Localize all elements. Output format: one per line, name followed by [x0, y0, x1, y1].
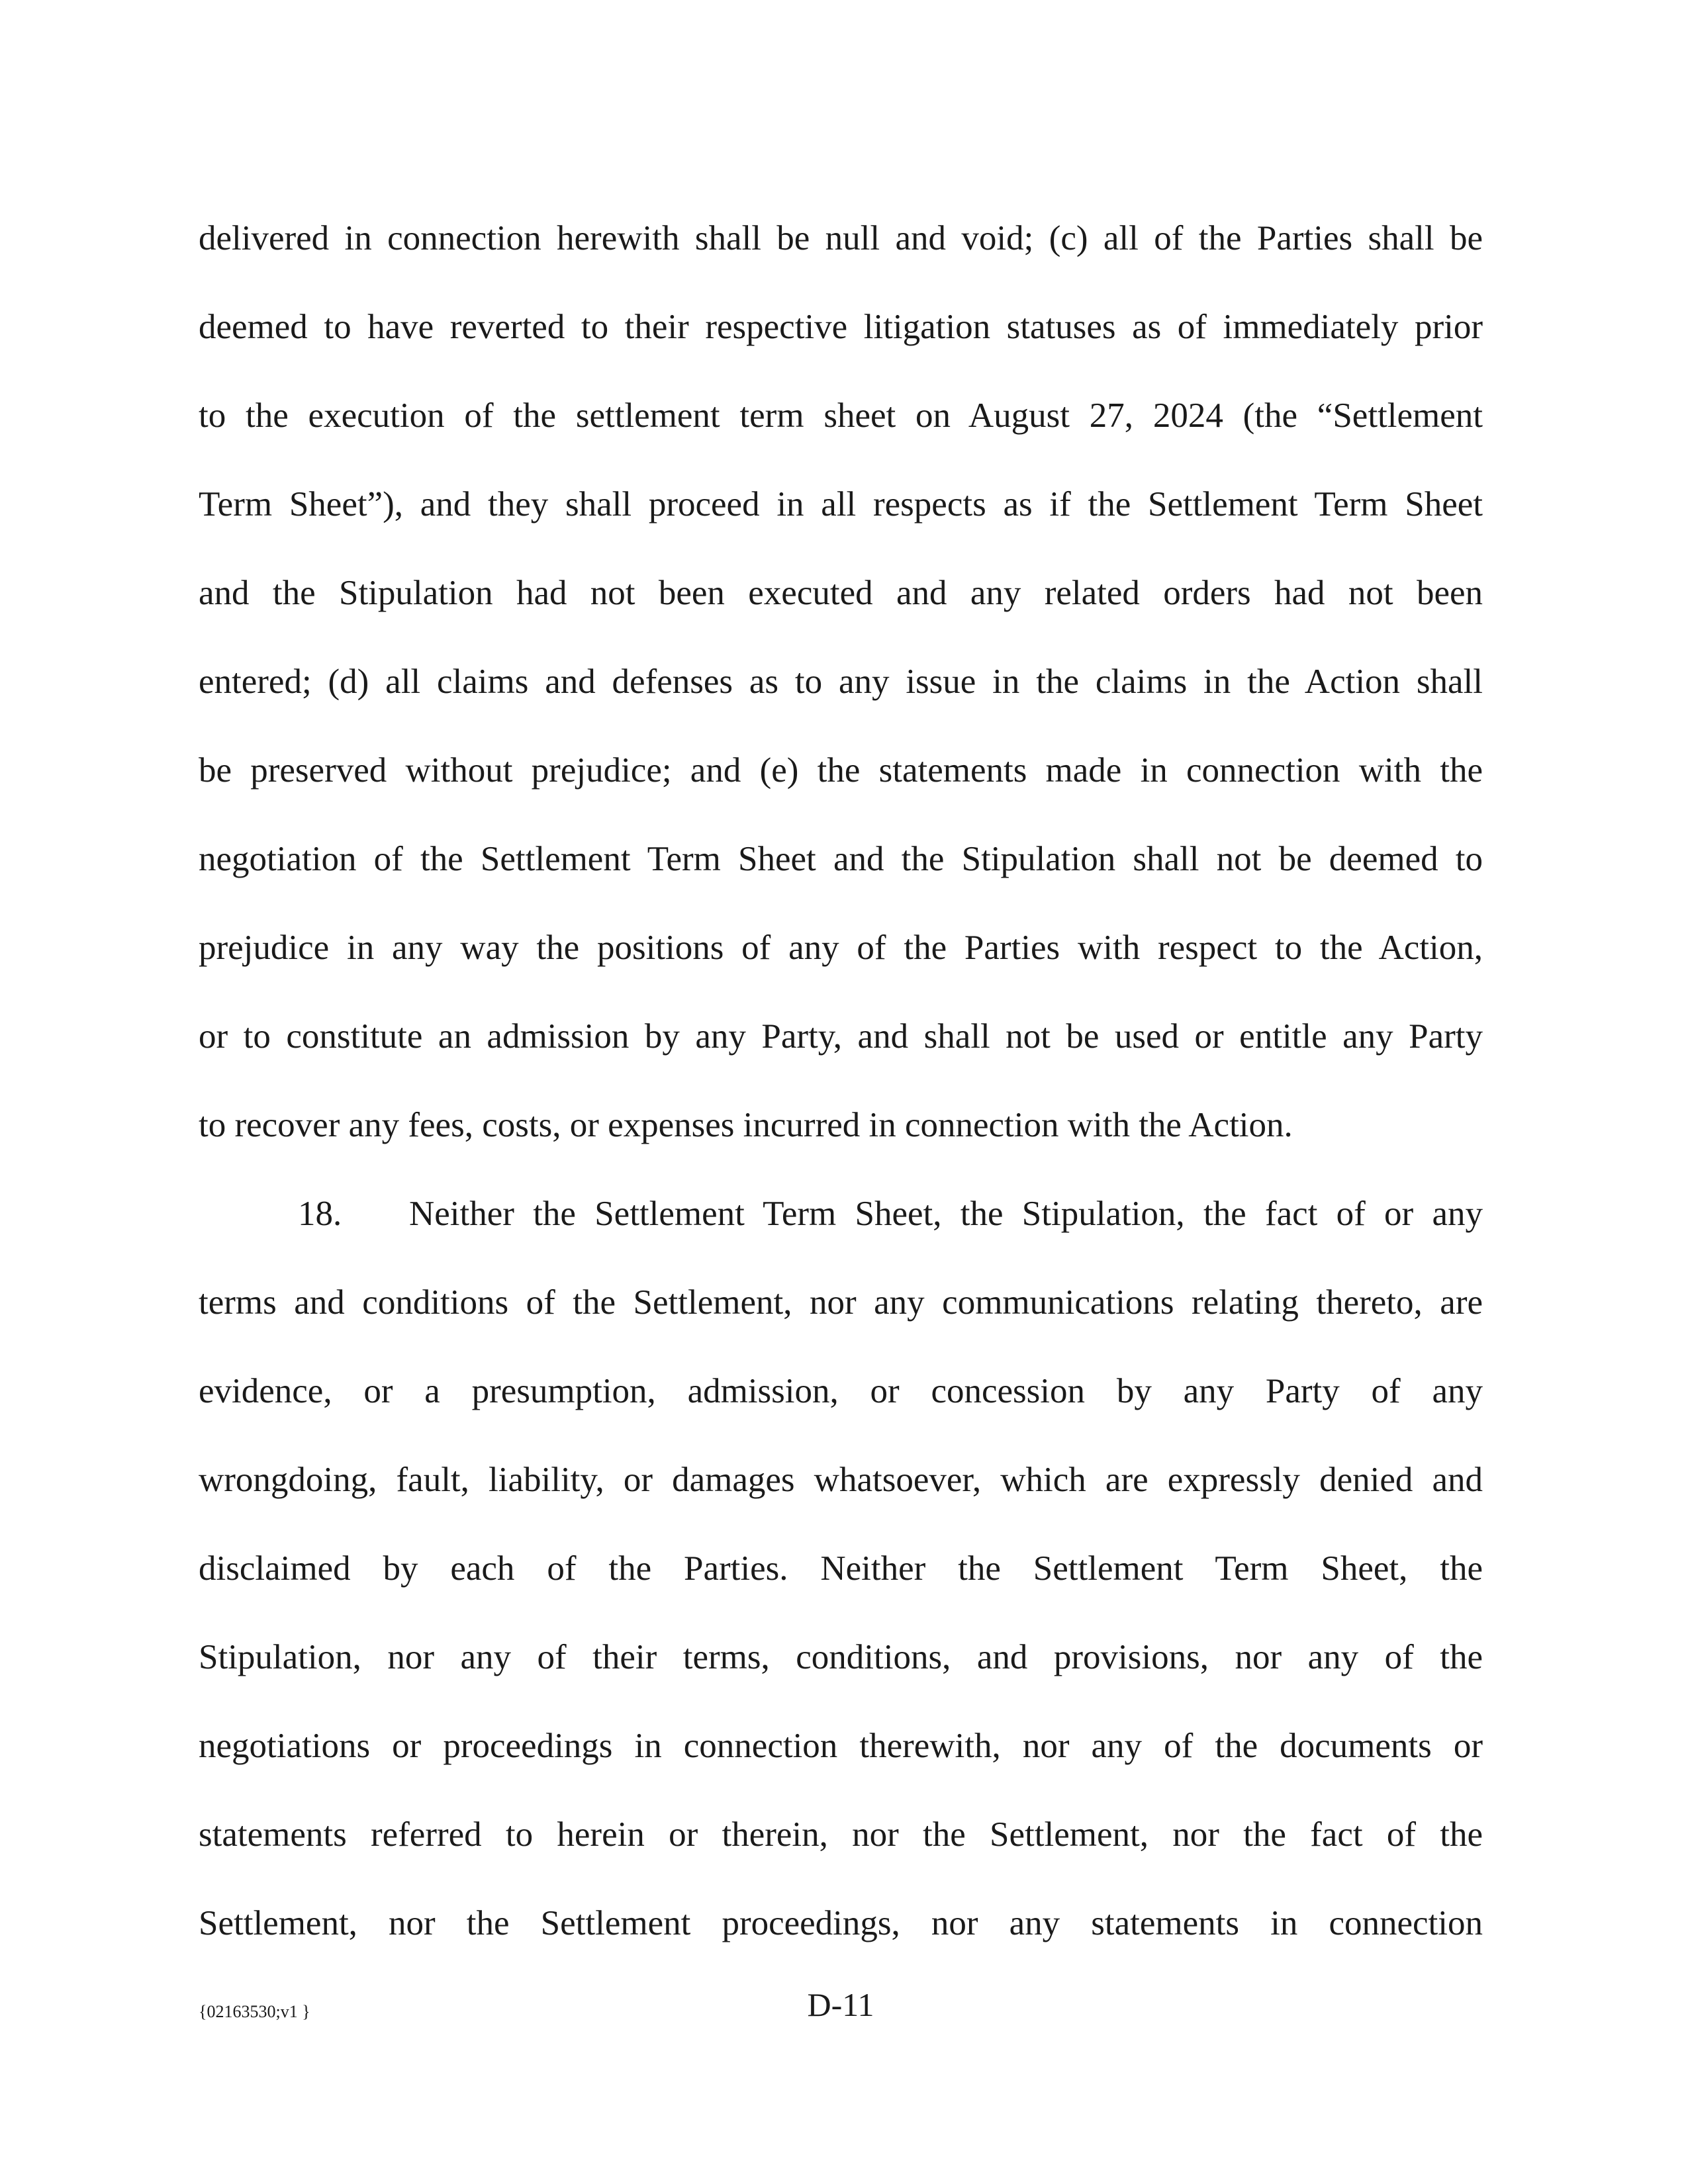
- text-line: or to constitute an admission by any Party, and shall not be used or entitle any Party: [199, 1017, 1483, 1056]
- body-text: [199, 194, 1483, 1968]
- text-line: to the execution of the settlement term sheet on August 27, 2024 (the “Settlement: [199, 396, 1483, 435]
- paragraph-18-first-line: [199, 1169, 1483, 1258]
- text-line: prejudice in any way the positions of any of the Parties with respect to the Action,: [199, 929, 1483, 967]
- text-line: and the Stipulation had not been executed and any related orders had not been: [199, 574, 1483, 612]
- paragraph-number: 18.: [298, 1195, 342, 1233]
- text-line: entered; (d) all claims and defenses as to any issue in the claims in the Action shall: [199, 662, 1483, 701]
- text-line: wrongdoing, fault, liability, or damages whatsoever, which are expressly denied and: [199, 1461, 1483, 1499]
- text-line: deemed to have reverted to their respective litigation statuses as of immediately prior: [199, 308, 1483, 346]
- text-line: be preserved without prejudice; and (e) the statements made in connection with the: [199, 751, 1483, 790]
- text-line: negotiations or proceedings in connection therewith, nor any of the documents or: [199, 1727, 1483, 1765]
- text-line: Term Sheet”), and they shall proceed in all respects as if the Settlement Term Sheet: [199, 485, 1483, 523]
- text-line: disclaimed by each of the Parties. Neither the Settlement Term Sheet, the: [199, 1549, 1483, 1588]
- text-line: Settlement, nor the Settlement proceedings, nor any statements in connection: [199, 1904, 1483, 1942]
- text-line: Stipulation, nor any of their terms, conditions, and provisions, nor any of the: [199, 1638, 1483, 1676]
- text-line: negotiation of the Settlement Term Sheet and the Stipulation shall not be deemed to: [199, 840, 1483, 878]
- text-line: delivered in connection herewith shall be null and void; (c) all of the Parties shall be: [199, 219, 1483, 257]
- paragraph-18-lead: Neither the Settlement Term Sheet, the Stipulation, the fact of or any: [409, 1195, 1483, 1233]
- page-number: D-11: [807, 1986, 874, 2023]
- document-id: {02163530;v1 }: [199, 2002, 310, 2021]
- text-line: to recover any fees, costs, or expenses incurred in connection with the Action.: [199, 1106, 1293, 1144]
- text-line: terms and conditions of the Settlement, nor any communications relating thereto, are: [199, 1283, 1483, 1322]
- text-line: statements referred to herein or therein, nor the Settlement, nor the fact of the: [199, 1815, 1483, 1854]
- text-line: evidence, or a presumption, admission, or concession by any Party of any: [199, 1372, 1483, 1410]
